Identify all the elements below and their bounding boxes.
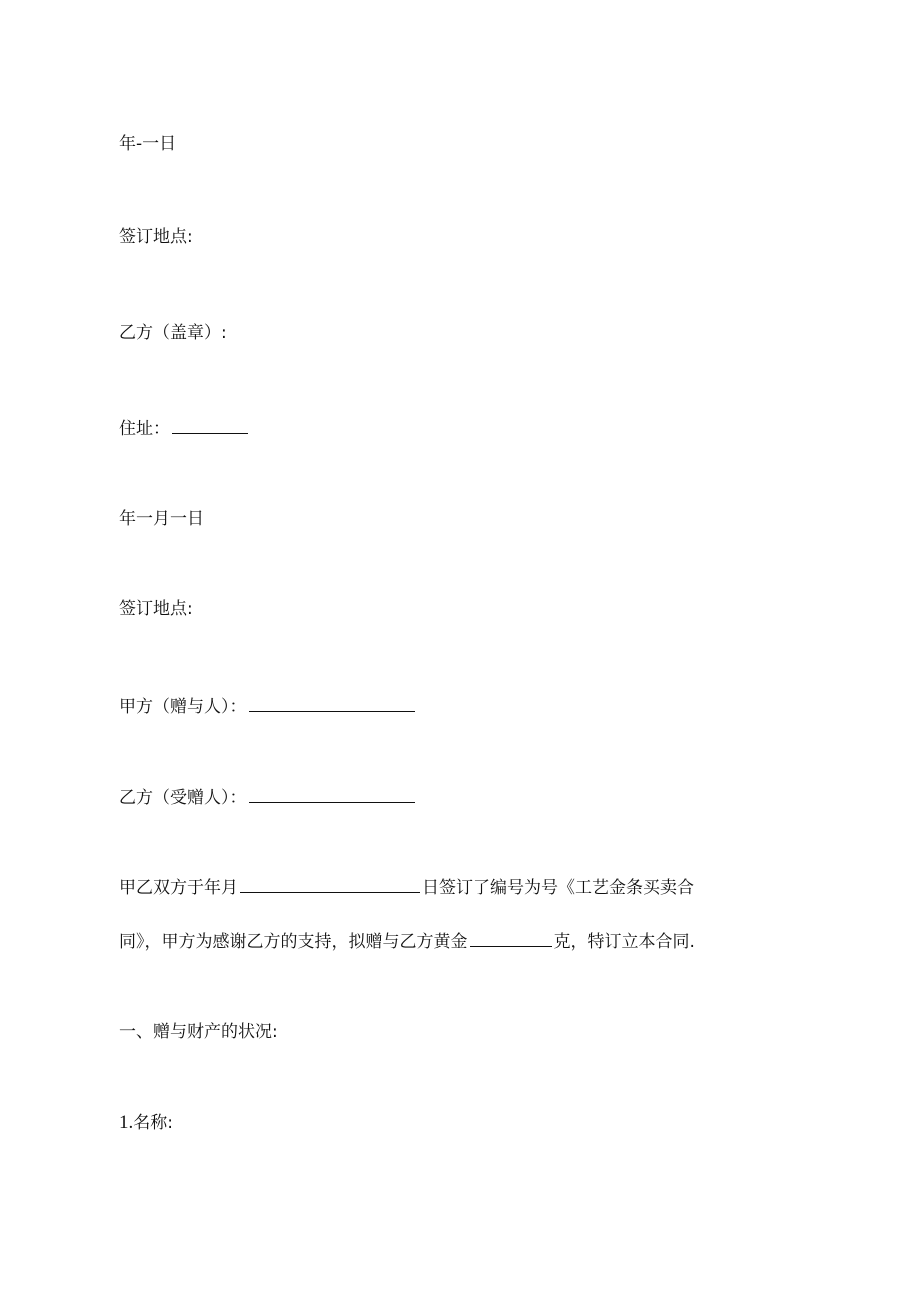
address-blank[interactable] [172,416,248,434]
party-b-blank[interactable] [249,785,415,803]
party-b-label: 乙方（受赠人）： [119,788,247,808]
item-1-line [119,1112,173,1134]
party-a-label: 甲方（赠与人）： [119,697,247,717]
signing-place-label-1: 签订地点: [119,227,193,247]
gold-weight-blank[interactable] [470,929,552,947]
address-line [119,416,248,440]
party-b-seal-label: 乙方（盖章）: [119,323,227,343]
signing-place-label-2: 签订地点: [119,599,193,619]
signing-date-line-2: 年一月一日 [119,509,204,529]
intro-text-closing: 克，特订立本合同. [553,932,695,952]
party-a-blank[interactable] [249,694,415,712]
intro-paragraph-line-2 [119,929,695,953]
item-1-number: 1. [119,1112,134,1133]
item-1-label: 名称: [133,1113,173,1133]
address-label: 住址： [119,419,170,439]
section-1-heading: 一、赠与财产的状况: [119,1022,278,1042]
intro-text-start: 甲乙双方于年月 [119,878,238,898]
contract-date-blank[interactable] [240,875,420,893]
party-b-line [119,785,415,809]
party-a-line [119,694,415,718]
intro-text-end: 日签订了编号为号《工艺金条买卖合 [422,878,694,898]
signing-date-line-1: 年-一日 [119,134,177,154]
intro-text-continued: 同》，甲方为感谢乙方的支持，拟赠与乙方黄金 [119,932,468,952]
intro-paragraph-line-1 [119,875,694,899]
